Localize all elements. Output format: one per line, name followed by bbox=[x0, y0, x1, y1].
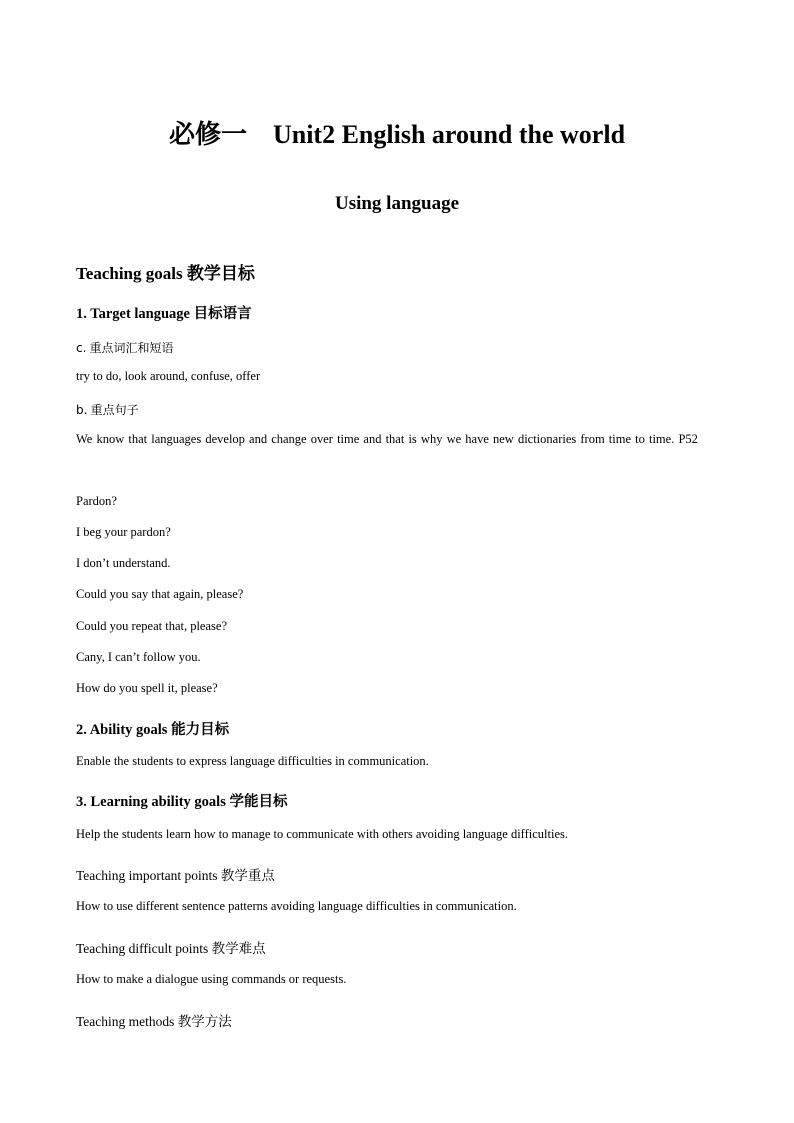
vocabulary-list: try to do, look around, confuse, offer bbox=[76, 369, 261, 383]
heading-target-language: 1. Target language 目标语言 bbox=[76, 306, 252, 322]
ability-goals-text: Enable the students to express language difficulties in communication. bbox=[76, 754, 429, 768]
heading-important-points: Teaching important points 教学重点 bbox=[76, 868, 275, 883]
sentence-4: I don’t understand. bbox=[76, 556, 171, 570]
list-item-vocabulary-heading bbox=[76, 339, 174, 356]
list-marker-a: c. bbox=[76, 341, 87, 355]
sentence-5: Could you say that again, please? bbox=[76, 587, 244, 601]
sentence-8: How do you spell it, please? bbox=[76, 681, 218, 695]
heading-ability-goals: 2. Ability goals 能力目标 bbox=[76, 722, 230, 738]
heading-difficult-points: Teaching difficult points 教学难点 bbox=[76, 941, 266, 956]
document-title: 必修一 Unit2 English around the world bbox=[168, 120, 626, 149]
heading-teaching-methods: Teaching methods 教学方法 bbox=[76, 1014, 232, 1029]
difficult-points-text: How to make a dialogue using commands or requests. bbox=[76, 972, 347, 986]
sentence-3: I beg your pardon? bbox=[76, 525, 171, 539]
sentence-2: Pardon? bbox=[76, 494, 117, 508]
heading-teaching-goals: Teaching goals 教学目标 bbox=[76, 264, 255, 283]
heading-learning-ability-goals: 3. Learning ability goals 学能目标 bbox=[76, 794, 288, 810]
important-points-text: How to use different sentence patterns avoiding language difficulties in communication. bbox=[76, 899, 517, 913]
learning-ability-goals-text: Help the students learn how to manage to communicate with others avoiding language difficulties. bbox=[76, 827, 569, 841]
list-item-sentences-heading bbox=[76, 401, 139, 418]
sentence-1: We know that languages develop and change over time and that is why we have new dictionaries from time to time. P52 bbox=[76, 432, 698, 446]
list-marker-b: b. bbox=[76, 403, 88, 417]
sentence-6: Could you repeat that, please? bbox=[76, 619, 227, 633]
sentence-7: Cany, I can’t follow you. bbox=[76, 650, 201, 664]
document-subtitle: Using language bbox=[334, 193, 460, 214]
sentences-label: 重点句子 bbox=[90, 403, 139, 417]
vocabulary-label: 重点词汇和短语 bbox=[89, 341, 174, 355]
